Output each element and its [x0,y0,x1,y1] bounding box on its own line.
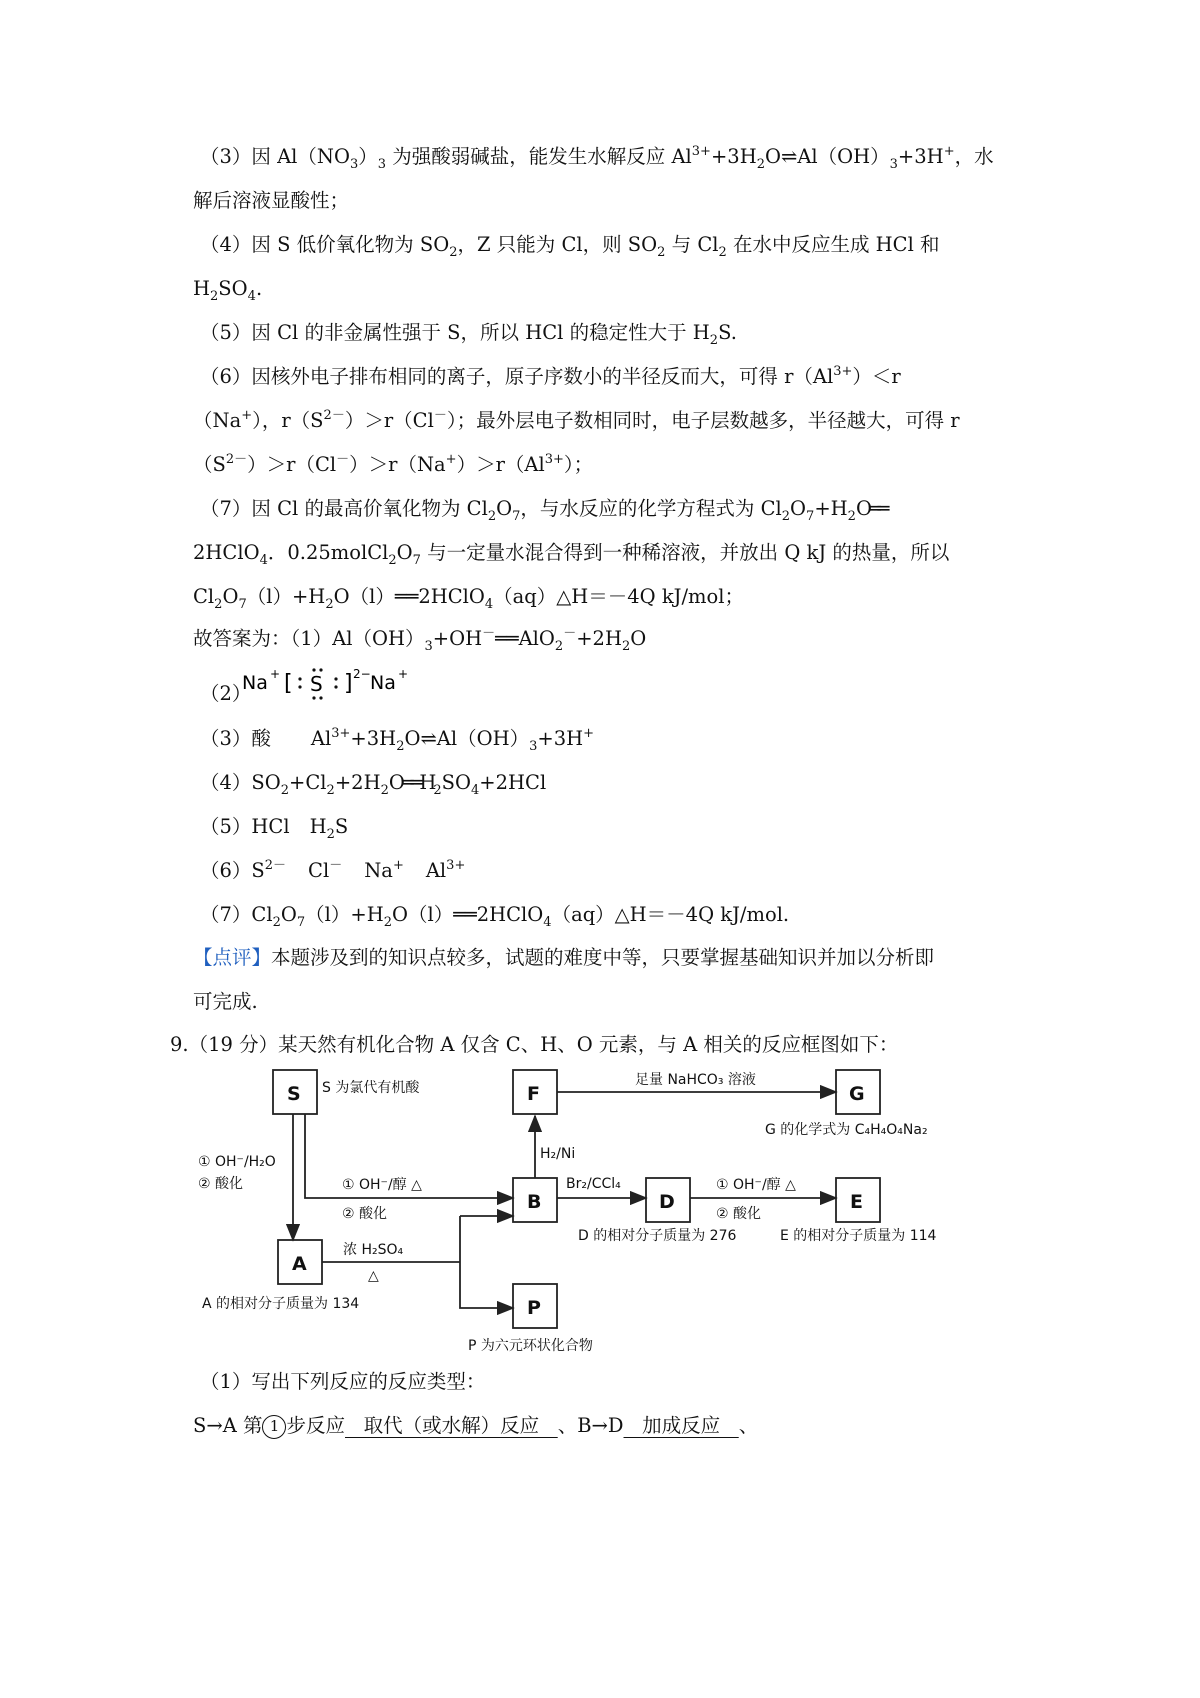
label-a-2: △ [368,1268,379,1284]
node-d: D [659,1191,675,1213]
note-a: A 的相对分子质量为 134 [202,1296,360,1312]
section-7-line-3: $Cl_2O_7(l)+H_2O(l)══2HClO_4(aq)\triangle H=-4Q$ kJ/mol； [193,585,745,612]
label-s-to-a-1: ① OH⁻/H₂O [198,1154,276,1170]
label-b-to-d: Br₂/CCl₄ [566,1176,621,1192]
label-d-to-e-2: ② 酸化 [716,1206,762,1222]
note-e: E 的相对分子质量为 114 [780,1228,937,1244]
answer-5-line: （5）HCl $H_2S$ [200,815,349,842]
section-7-line-1: （7）因 Cl 的最高价氧化物为 $Cl_2O_7$，与水反应的化学方程式为 $Cl_2O_7+H_2O══$ [200,497,887,524]
arrow-to-p [460,1216,513,1308]
note-g: G 的化学式为 C₄H₄O₄Na₂ [765,1122,928,1138]
lewis-sulfur: S [310,672,323,696]
node-a: A [292,1253,307,1275]
comment-line-1: 【点评】本题涉及到的知识点较多，试题的难度中等，只要掌握基础知识并加以分析即 [193,946,935,969]
section-4-line-1: （4）因 S 低价氧化物为 $SO_2$，Z 只能为 Cl，则 $SO_2$ 与 $Cl_2$ 在水中反应生成 HCl 和 [200,233,940,260]
node-g: G [849,1083,865,1105]
lewis-na-1: Na [242,672,268,694]
note-p: P 为六元环状化合物 [468,1338,593,1354]
section-6-line-1: （6）因核外电子排布相同的离子，原子序数小的半径反而大，可得 $r(Al^{3+})<r$ [200,364,901,388]
label-s-to-b-1: ① OH⁻/醇 △ [342,1177,422,1193]
note-d: D 的相对分子质量为 276 [578,1228,737,1244]
lewis-charge: 2− [353,667,371,681]
circled-number-1: 1 [262,1415,286,1439]
lewis-right-bracket: ] [344,671,353,696]
node-s: S [287,1083,301,1105]
lewis-structure-na2s [240,665,440,705]
blank-answer-b: 加成反应 [623,1414,739,1437]
lewis-na-2: Na [370,672,396,694]
label-a-1: 浓 H₂SO₄ [343,1242,404,1258]
section-6-line-3: $(S^{2-})>r(Cl^-)>r(Na^+)>r(Al^{3+})$； [193,452,594,476]
comment-line-2: 可完成. [193,990,258,1013]
node-p: P [527,1297,541,1319]
section-3-line-1: （3）因 $Al(NO_3)_3$ 为强酸弱碱盐，能发生水解反应 $Al^{3+}+3H_2O\rightleftharpoons Al(OH)_3+3H^+$，水 [200,144,994,172]
answer-1-line: 故答案为：$(1)Al(OH)_3+OH^-══AlO_2^-+2H_2O$ [193,626,647,654]
node-f: F [527,1083,540,1105]
lewis-left-bracket: [ [284,671,293,696]
label-s-to-a-2: ② 酸化 [198,1176,244,1192]
section-5-line: （5）因 Cl 的非金属性强于 S，所以 HCl 的稳定性大于 $H_2S$. [200,321,737,348]
question-9-answer-line: S→A 第 1 步反应 取代（或水解）反应 、B→D 加成反应 、 [193,1414,759,1437]
label-h2-ni: H₂/Ni [540,1146,576,1162]
node-e: E [850,1191,863,1213]
comment-tag: 【点评】 [193,946,272,969]
section-4-line-2: $H_2SO_4$. [193,277,263,304]
lewis-plus-1: + [270,667,281,681]
node-b: B [527,1191,542,1213]
answer-4-line: $(4)SO_2+Cl_2+2H_2O══H_2SO_4+2HCl$ [200,771,547,798]
label-s-to-b-2: ② 酸化 [342,1206,388,1222]
answer-2-line: （2） [200,682,252,705]
reaction-diagram [180,1062,960,1362]
question-9-stem: 9.（19 分）某天然有机化合物 A 仅含 C、H、O 元素，与 A 相关的反应框图如下： [170,1033,899,1056]
question-9-subquestion-1: （1）写出下列反应的反应类型： [200,1370,486,1393]
label-d-to-e-1: ① OH⁻/醇 △ [716,1177,796,1193]
answer-7-line: $(7)Cl_2O_7(l)+H_2O(l)══2HClO_4(aq)\triangle H=-4Q$ kJ/mol. [200,903,790,930]
section-6-line-2: （Na+），$r(S^{2-})>r(Cl^-)$；最外层电子数相同时，电子层数越多，半径越大，可得 r [193,408,960,432]
answer-6-line: $(6)S^{2-}$ Cl－ Na+ $Al^{3+}$ [200,858,466,882]
blank-answer-a: 取代（或水解）反应 [345,1414,558,1437]
section-7-line-2: 2HClO$_4$．$0.25molCl_2O_7$ 与一定量水混合得到一种稀溶液，并放出 Q kJ 的热量，所以 [193,541,950,568]
note-s: S 为氯代有机酸 [322,1080,420,1096]
lewis-plus-2: + [398,667,409,681]
answer-3-line: （3）酸 $Al^{3+}+3H_2O\rightleftharpoons Al(OH)_3+3H^+$ [200,726,595,754]
label-f-to-g: 足量 NaHCO₃ 溶液 [635,1072,756,1088]
section-3-line-2: 解后溶液显酸性； [193,189,350,212]
